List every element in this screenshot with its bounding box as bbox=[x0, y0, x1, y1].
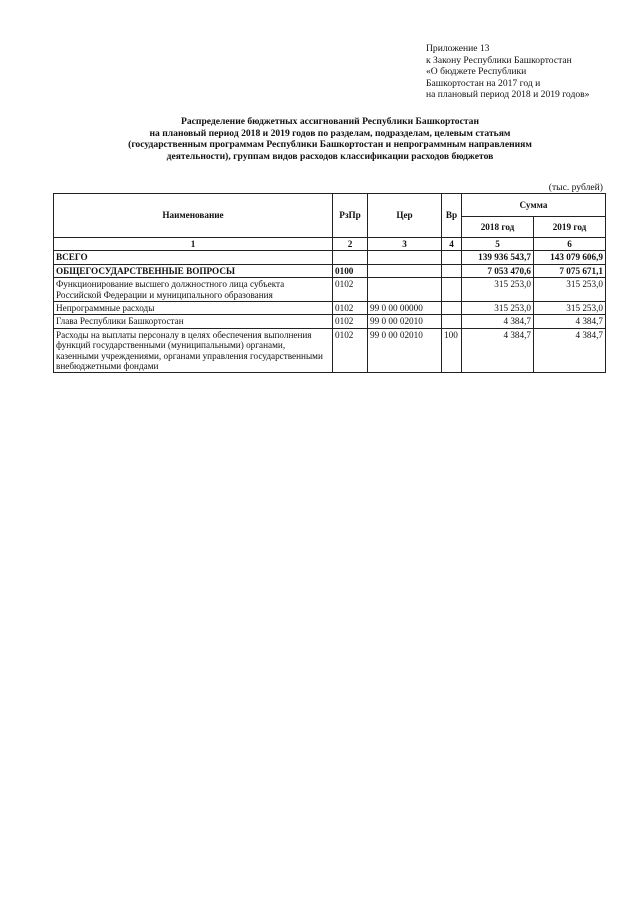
row-amount-2019: 315 253,0 bbox=[534, 302, 606, 315]
row-rzpr: 0102 bbox=[333, 278, 368, 302]
row-amount-2018: 4 384,7 bbox=[462, 328, 534, 373]
header-rzpr: РзПр bbox=[333, 194, 368, 238]
row-amount-2019: 143 079 606,9 bbox=[534, 251, 606, 264]
row-vr bbox=[442, 251, 462, 264]
header-vr: Вр bbox=[442, 194, 462, 238]
row-amount-2018: 315 253,0 bbox=[462, 278, 534, 302]
row-cer: 99 0 00 00000 bbox=[368, 302, 442, 315]
row-rzpr: 0100 bbox=[333, 264, 368, 277]
row-name: ОБЩЕГОСУДАРСТВЕННЫЕ ВОПРОСЫ bbox=[54, 264, 333, 277]
row-vr: 100 bbox=[442, 328, 462, 373]
row-amount-2019: 315 253,0 bbox=[534, 278, 606, 302]
row-rzpr bbox=[333, 251, 368, 264]
header-2019: 2019 год bbox=[534, 217, 606, 238]
row-name: Расходы на выплаты персоналу в целях обеспечения выполнения функций государственными (муниципальными) органами, казенными учреждениями, органами управления государственными внебюджетными фондами bbox=[54, 328, 333, 373]
header-sum: Сумма bbox=[462, 194, 606, 217]
row-cer bbox=[368, 278, 442, 302]
title-line: на плановый период 2018 и 2019 годов по разделам, подразделам, целевым статьям bbox=[149, 127, 511, 139]
table-row-total bbox=[54, 251, 606, 264]
row-vr bbox=[442, 302, 462, 315]
appendix-line: Приложение 13 bbox=[426, 43, 490, 54]
row-name: Непрограммные расходы bbox=[54, 302, 333, 315]
title-line: деятельности), группам видов расходов классификации расходов бюджетов bbox=[166, 150, 494, 162]
column-number: 1 bbox=[54, 238, 333, 251]
row-amount-2018: 7 053 470,6 bbox=[462, 264, 534, 277]
appendix-note bbox=[426, 43, 589, 101]
row-amount-2018: 315 253,0 bbox=[462, 302, 534, 315]
row-name: Глава Республики Башкортостан bbox=[54, 315, 333, 328]
row-vr bbox=[442, 315, 462, 328]
header-name: Наименование bbox=[54, 194, 333, 238]
table-row bbox=[54, 328, 606, 373]
row-amount-2018: 4 384,7 bbox=[462, 315, 534, 328]
column-numbers-row bbox=[54, 238, 606, 251]
row-vr bbox=[442, 278, 462, 302]
column-number: 2 bbox=[333, 238, 368, 251]
row-amount-2019: 7 075 671,1 bbox=[534, 264, 606, 277]
column-number: 6 bbox=[534, 238, 606, 251]
appendix-line: «О бюджете Республики bbox=[426, 66, 527, 78]
row-rzpr: 0102 bbox=[333, 302, 368, 315]
budget-table bbox=[53, 193, 606, 373]
document-title bbox=[80, 116, 580, 162]
row-amount-2019: 4 384,7 bbox=[534, 315, 606, 328]
table-row bbox=[54, 264, 606, 277]
column-number: 4 bbox=[442, 238, 462, 251]
appendix-line: на плановый период 2018 и 2019 годов» bbox=[426, 89, 590, 101]
appendix-line: к Закону Республики Башкортостан bbox=[426, 54, 572, 66]
title-line: (государственным программам Республики Башкортостан и непрограммным направлениям bbox=[128, 139, 532, 151]
row-cer: 99 0 00 02010 bbox=[368, 328, 442, 373]
row-name: Функционирование высшего должностного лица субъекта Российской Федерации и муниципального образования bbox=[54, 278, 333, 302]
table-row bbox=[54, 278, 606, 302]
title-line: Распределение бюджетных ассигнований Республики Башкортостан bbox=[181, 116, 479, 127]
appendix-line: Башкортостан на 2017 год и bbox=[426, 77, 541, 89]
header-cer: Цер bbox=[368, 194, 442, 238]
row-amount-2018: 139 936 543,7 bbox=[462, 251, 534, 264]
row-name: ВСЕГО bbox=[54, 251, 333, 264]
row-vr bbox=[442, 264, 462, 277]
table-row bbox=[54, 315, 606, 328]
table-row bbox=[54, 302, 606, 315]
row-cer: 99 0 00 02010 bbox=[368, 315, 442, 328]
row-cer bbox=[368, 264, 442, 277]
header-2018: 2018 год bbox=[462, 217, 534, 238]
column-number: 3 bbox=[368, 238, 442, 251]
row-amount-2019: 4 384,7 bbox=[534, 328, 606, 373]
row-rzpr: 0102 bbox=[333, 328, 368, 373]
column-number: 5 bbox=[462, 238, 534, 251]
row-cer bbox=[368, 251, 442, 264]
unit-label: (тыс. рублей) bbox=[548, 182, 603, 193]
row-rzpr: 0102 bbox=[333, 315, 368, 328]
